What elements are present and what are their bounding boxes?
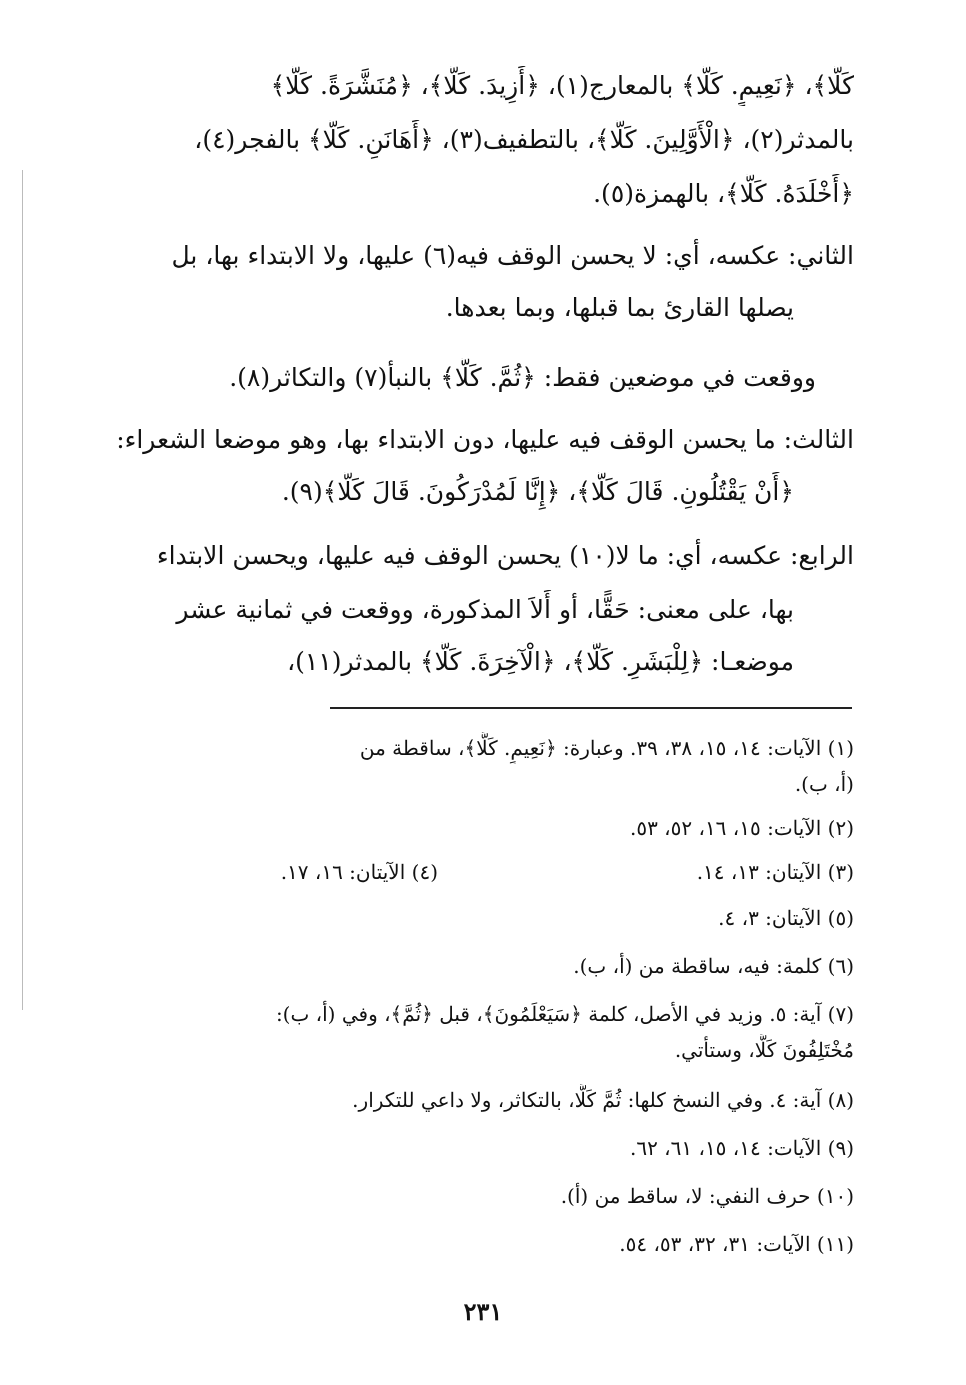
body-line-10: بها، على معنى: حَقًّا، أو أَلاَ المذكورة، ووقعت في ثمانية عشر [176, 595, 794, 624]
footnote-9: (٩) الآيات: ١٤، ١٥، ٦١، ٦٢. [629, 1136, 854, 1160]
footnote-4: (٤) الآيتان: ١٦، ١٧. [280, 860, 438, 884]
footnote-6: (٦) كلمة: فيه، ساقطة من (أ، ب). [573, 954, 854, 978]
body-line-9: الرابع: عكسه، أي: ما لا(١٠) يحسن الوقف فيه عليها، ويحسن الابتداء [156, 541, 854, 570]
footnote-1-cont: (أ، ب). [794, 772, 854, 796]
body-line-2: بالمدثر(٢)، ﴿الْأَوَّلِينَ. كَلَّا﴾، بالتطفيف(٣)، ﴿أَهَانَنِ. كَلَّا﴾ بالفجر(٤)، [194, 125, 854, 154]
footnote-11: (١١) الآيات: ٣١، ٣٢، ٥٣، ٥٤. [619, 1232, 854, 1256]
body-line-8: ﴿أَنْ يَقْتُلُونِ. قَالَ كَلَّا﴾، ﴿إِنَّا لَمُدْرَكُونَ. قَالَ كَلَّا﴾(٩). [281, 477, 794, 506]
footnote-10: (١٠) حرف النفي: لا، ساقط من (أ). [560, 1184, 854, 1208]
footnote-7: (٧) آية: ٥. وزيد في الأصل، كلمة ﴿سَيَعْلَمُونَ﴾، قبل ﴿ثُمَّ﴾، وفي (أ، ب): [275, 1002, 854, 1026]
footnote-3: (٣) الآيتان: ١٣، ١٤. [696, 860, 854, 884]
body-line-1: كَلَّا﴾، ﴿نَعِيمٍ. كَلَّا﴾ بالمعارج(١)، ﴿أَزِيدَ. كَلَّا﴾، ﴿مُنَشَّرَةً. كَلَّا﴾ [270, 71, 854, 100]
body-line-7: الثالث: ما يحسن الوقف فيه عليها، دون الابتداء بها، وهو موضعا الشعراء: [116, 425, 854, 454]
footnote-1: (١) الآيات: ١٤، ١٥، ٣٨، ٣٩. وعبارة: ﴿نَعِيمٍ. كَلَّا﴾، ساقطة من [359, 736, 854, 760]
footnote-2: (٢) الآيات: ١٥، ١٦، ٥٢، ٥٣. [629, 816, 854, 840]
scan-margin-line [22, 170, 23, 1010]
footnote-separator [330, 707, 852, 709]
page-number: ٢٣١ [463, 1297, 503, 1326]
footnote-5: (٥) الآيتان: ٣، ٤. [718, 906, 854, 930]
body-line-4: الثاني: عكسه، أي: لا يحسن الوقف فيه(٦) عليها، ولا الابتداء بها، بل [171, 241, 854, 270]
body-line-6: ووقعت في موضعين فقط: ﴿ثُمَّ. كَلَّا﴾ بالنبأ(٧) والتكاثر(٨). [229, 363, 816, 392]
body-line-11: موضعـا: ﴿لِلْبَشَرِ. كَلَّا﴾، ﴿الْآخِرَةَ. كَلَّا﴾ بالمدثر(١١)، [287, 647, 794, 676]
footnote-8: (٨) آية: ٤. وفي النسخ كلها: ثُمَّ كَلَّا، بالتكاثر، ولا داعي للتكرار. [352, 1088, 854, 1112]
body-line-3: ﴿أَخْلَدَهُ. كَلَّا﴾، بالهمزة(٥). [593, 179, 854, 208]
body-line-5: يصلها القارئ بما قبلها، وبما بعدها. [445, 293, 794, 322]
footnote-7-cont: مُخْتَلِفُونَ كَلَّا، وستأتي. [674, 1038, 854, 1062]
